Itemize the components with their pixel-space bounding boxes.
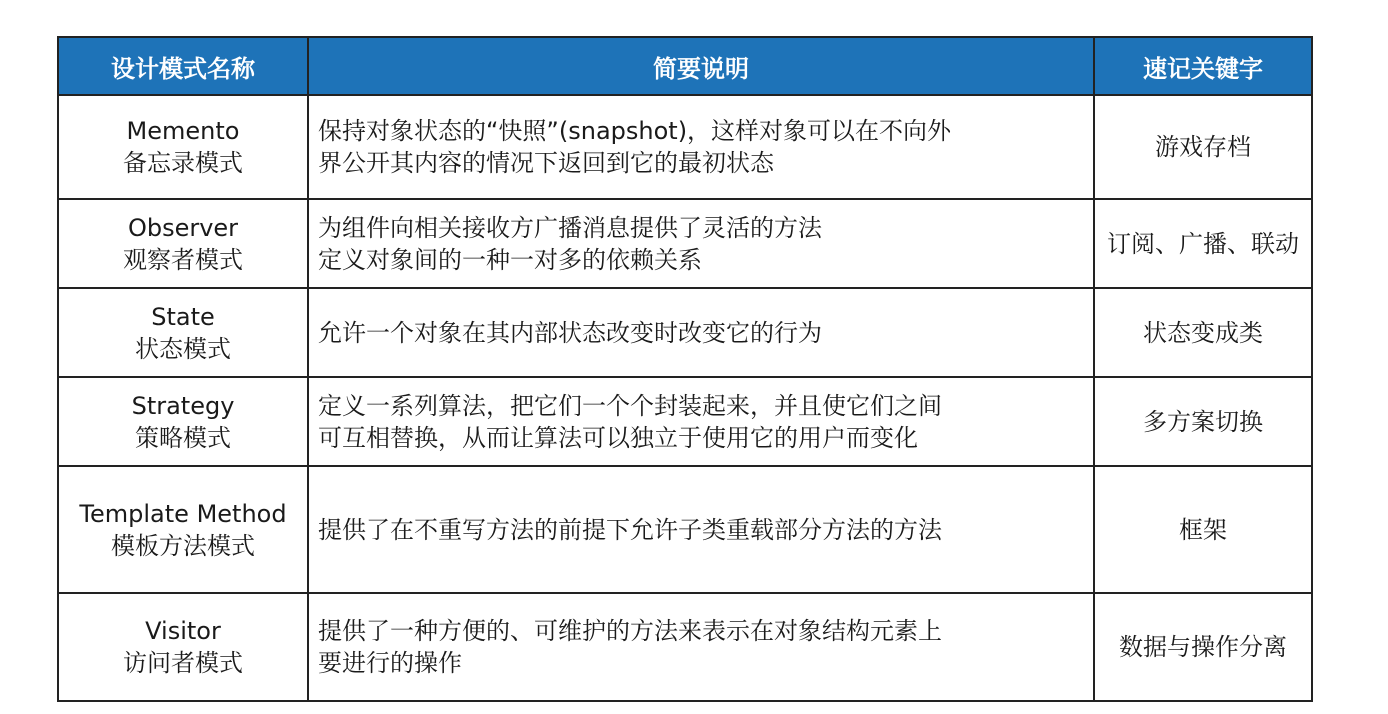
description-line: 界公开其内容的情况下返回到它的最初状态 (318, 149, 774, 177)
pattern-name-zh: 策略模式 (135, 423, 231, 452)
pattern-keyword: 游戏存档 (1094, 95, 1312, 199)
pattern-description-cell (308, 95, 1094, 199)
pattern-keyword: 订阅、广播、联动 (1094, 199, 1312, 288)
pattern-name-cell (58, 466, 308, 593)
pattern-description-cell (308, 199, 1094, 288)
pattern-name-cell (58, 288, 308, 377)
pattern-name-zh: 观察者模式 (123, 245, 243, 274)
pattern-name-en: Strategy (131, 391, 235, 420)
table-row (58, 288, 1312, 377)
pattern-name-en: Template Method (79, 499, 287, 528)
description-line: 定义一系列算法，把它们一个个封装起来，并且使它们之间 (318, 391, 942, 420)
pattern-name-zh: 访问者模式 (123, 649, 243, 677)
table-row (58, 466, 1312, 593)
pattern-description-cell (308, 466, 1094, 593)
header-keyword: 速记关键字 (1094, 37, 1312, 95)
table-row (58, 593, 1312, 701)
pattern-name-zh: 状态模式 (135, 334, 231, 363)
header-description: 简要说明 (308, 37, 1094, 95)
description-line: 可互相替换，从而让算法可以独立于使用它的用户而变化 (318, 423, 918, 452)
header-row (58, 37, 1312, 95)
pattern-name-cell (58, 593, 308, 701)
pattern-name-cell (58, 95, 308, 199)
pattern-description-cell (308, 377, 1094, 466)
pattern-name-en: Observer (127, 213, 239, 242)
design-patterns-table (57, 36, 1313, 702)
pattern-description-cell (308, 288, 1094, 377)
pattern-keyword: 状态变成类 (1094, 288, 1312, 377)
table-row (58, 95, 1312, 199)
description-line: 提供了一种方便的、可维护的方法来表示在对象结构元素上 (318, 617, 942, 645)
table-row (58, 199, 1312, 288)
description-line: 允许一个对象在其内部状态改变时改变它的行为 (318, 318, 822, 347)
description-line: 要进行的操作 (318, 649, 462, 677)
pattern-name-en: State (151, 302, 215, 331)
header-pattern-name: 设计模式名称 (58, 37, 308, 95)
pattern-name-en: Memento (126, 117, 240, 145)
pattern-keyword: 框架 (1094, 466, 1312, 593)
description-line: 提供了在不重写方法的前提下允许子类重载部分方法的方法 (318, 515, 942, 544)
table-row (58, 377, 1312, 466)
description-line: 为组件向相关接收方广播消息提供了灵活的方法 (318, 213, 822, 242)
pattern-keyword: 数据与操作分离 (1094, 593, 1312, 701)
pattern-name-en: Visitor (145, 617, 221, 645)
pattern-name-cell (58, 377, 308, 466)
description-line: 保持对象状态的“快照”(snapshot)，这样对象可以在不向外 (318, 117, 952, 145)
pattern-keyword: 多方案切换 (1094, 377, 1312, 466)
pattern-description-cell (308, 593, 1094, 701)
pattern-name-cell (58, 199, 308, 288)
pattern-name-zh: 备忘录模式 (123, 149, 243, 177)
pattern-name-zh: 模板方法模式 (111, 531, 255, 560)
description-line: 定义对象间的一种一对多的依赖关系 (318, 245, 702, 274)
